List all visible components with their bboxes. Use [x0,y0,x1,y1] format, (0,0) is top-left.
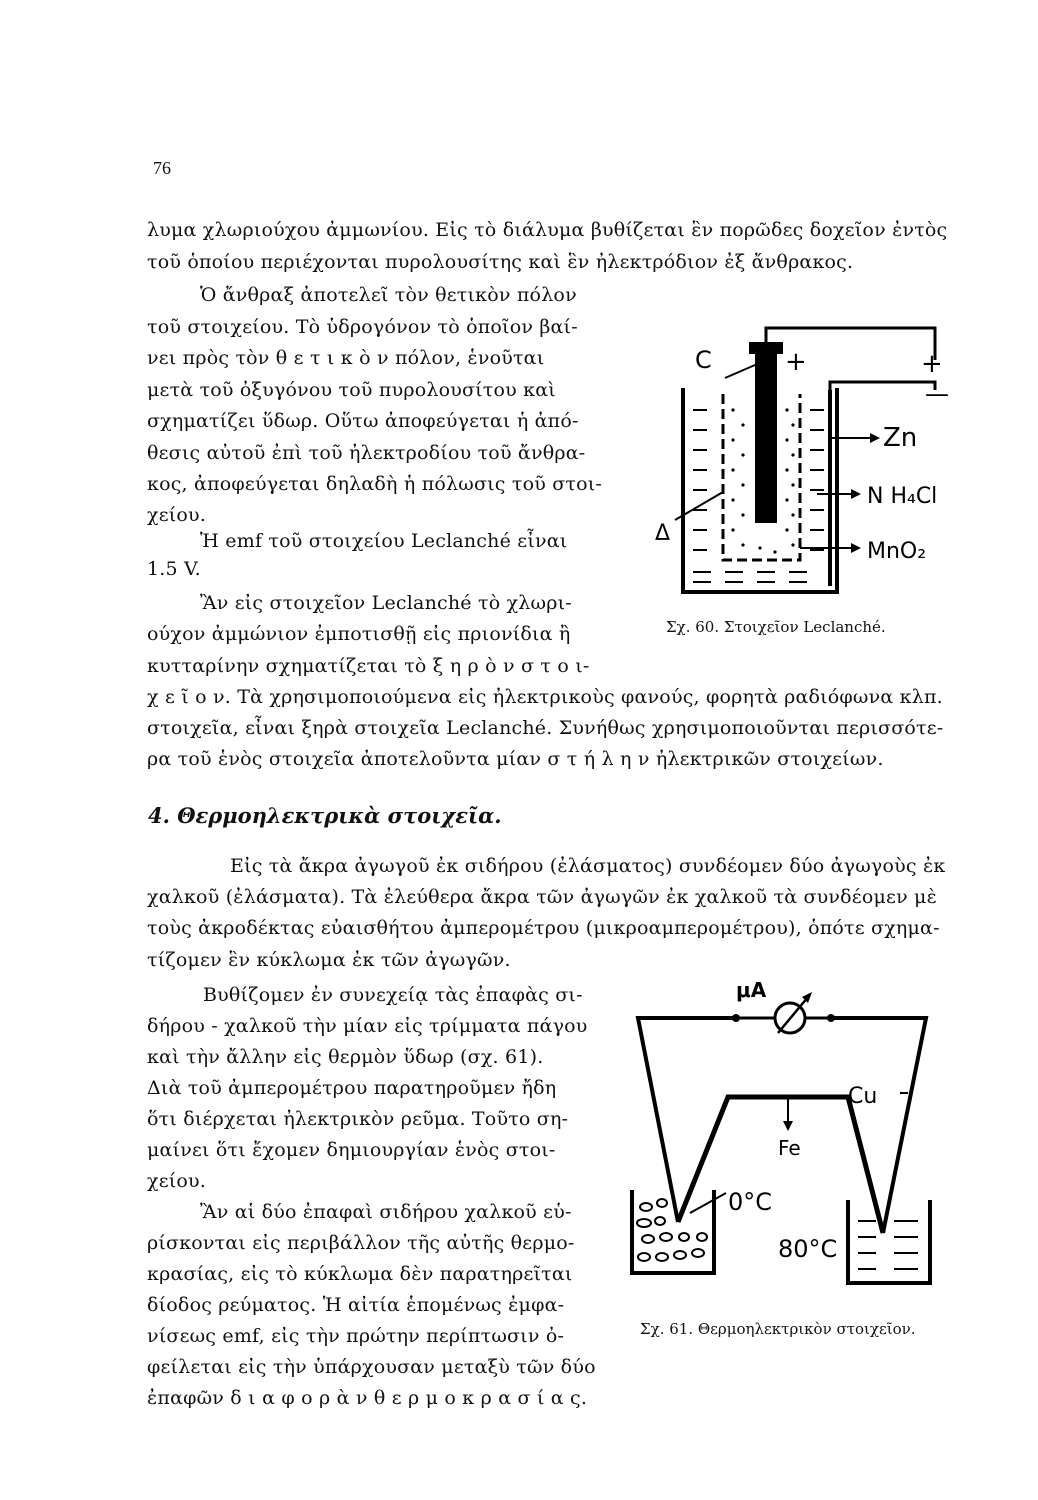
copper-wire-right [831,1018,926,1233]
label-c: C [695,346,712,374]
text-line: ούχον ἀμμώνιον ἐμποτισθῇ εἰς πριονίδια ἢ [147,623,571,645]
text-line: χείου. [147,504,207,526]
text-line: Διὰ τοῦ ἀμπερομέτρου παρατηροῦμεν ἤδη [147,1077,557,1099]
carbon-rod [755,348,777,523]
text-line: σχηματίζει ὕδωρ. Οὕτω ἀποφεύγεται ἡ ἀπό- [147,410,579,432]
text-line: χείου. [147,1170,207,1192]
section-heading: 4. Θερμοηλεκτρικὰ στοιχεῖα. [148,803,502,828]
text-line: Ἂν εἰς στοιχεῖον Leclanché τὸ χλωρι- [200,592,572,614]
text-line: τίζομεν ἓν κύκλωμα ἐκ τῶν ἀγωγῶν. [147,949,511,971]
label-plus-inner: + [785,347,807,377]
text-line: Ὁ ἄνθραξ ἀποτελεῖ τὸν θετικὸν πόλον [200,284,577,306]
label-delta: Δ [655,521,671,546]
water-dashes [858,1221,918,1269]
text-line: φείλεται εἰς τὴν ὑπάρχουσαν μεταξὺ τῶν δύο [147,1356,596,1378]
label-zn: Zn [883,423,918,453]
text-line: κος, ἀποφεύγεται δηλαδὴ ἡ πόλωσις τοῦ στοι- [147,473,602,495]
label-fe: Fe [778,1136,801,1160]
text-line: μετὰ τοῦ ὀξυγόνου τοῦ πυρολουσίτου καὶ [147,379,556,401]
page-number: 76 [153,158,171,178]
text-line: ἐπαφῶν δ ι α φ ο ρ ὰ ν θ ε ρ μ ο κ ρ α σ ί α ς. [147,1387,588,1409]
text-line: θεσις αὐτοῦ ἐπὶ τοῦ ἠλεκτροδίου τοῦ ἄνθρα- [147,442,586,464]
text-line: κυτταρίνην σχηματίζεται τὸ ξ η ρ ὸ ν σ τ ο ι- [147,655,590,677]
text-line: κρασίας, εἰς τὸ κύκλωμα δὲν παρατηρεῖται [147,1263,573,1285]
label-plus-outer: + [921,349,943,379]
text-line: Βυθίζομεν ἐν συνεχείᾳ τὰς ἐπαφὰς σι- [203,984,583,1006]
text-line: ρα τοῦ ἑνὸς στοιχεῖα ἀποτελοῦντα μίαν σ τ ή λ η ν ἠλεκτρικῶν στοιχείων. [147,748,884,770]
text-line: ρίσκονται εἰς περιβάλλον τῆς αὐτῆς θερμο- [147,1232,575,1254]
label-80c: 80°C [778,1235,838,1263]
text-line: τοῦ στοιχείου. Τὸ ὑδρογόνον τὸ ὁποῖον βαί- [147,316,578,338]
label-minus: — [925,380,949,408]
text-line: Ἂν αἱ δύο ἐπαφαὶ σιδήρου χαλκοῦ εὑ- [200,1201,572,1223]
carbon-cap [749,342,783,354]
text-line: Ἡ emf τοῦ στοιχείου Leclanché εἶναι [200,530,568,552]
figure-61-thermocouple [618,975,948,1295]
arrow-c [725,365,755,378]
text-line: νει πρὸς τὸν θ ε τ ι κ ὸ ν πόλον, ἑνοῦται [147,347,545,369]
text-line: Εἰς τὰ ἄκρα ἀγωγοῦ ἐκ σιδήρου (ἐλάσματος) συνδέομεν δύο ἀγωγοὺς ἐκ [230,855,946,877]
text-line: καὶ τὴν ἄλλην εἰς θερμὸν ὕδωρ (σχ. 61). [147,1046,544,1068]
text-line: νίσεως emf, εἰς τὴν πρώτην περίπτωσιν ὀ- [147,1325,565,1347]
text-line: δίοδος ρεύματος. Ἡ αἰτία ἑπομένως ἐμφα- [147,1294,565,1316]
label-microampere: μA [736,978,767,1002]
text-line: λυμα χλωριούχου ἀμμωνίου. Εἰς τὸ διάλυμα βυθίζεται ἓν πορῶδες δοχεῖον ἐντὸς [147,219,948,241]
figure-61-caption: Σχ. 61. Θερμοηλεκτρικὸν στοιχεῖον. [640,1320,916,1338]
text-line: μαίνει ὅτι ἔχομεν δημιουργίαν ἑνὸς στοι- [147,1139,556,1161]
figure-60-caption: Σχ. 60. Στοιχεῖον Leclanché. [666,618,886,636]
text-line: δήρου - χαλκοῦ τὴν μίαν εἰς τρίμματα πάγου [147,1015,588,1037]
text-line: 1.5 V. [147,558,201,580]
text-line: τοὺς ἀκροδέκτας εὐαισθήτου ἀμπερομέτρου (μικροαμπερομέτρου), ὁπότε σχημα- [147,917,940,939]
text-line: τοῦ ὁποίου περιέχονται πυρολουσίτης καὶ ἓν ἠλεκτρόδιον ἐξ ἄνθρακος. [147,251,854,273]
iron-wire [678,1097,883,1233]
text-line: στοιχεῖα, εἶναι ξηρὰ στοιχεῖα Leclanché. Συνήθως χρησιμοποιοῦνται περισσότε- [147,717,944,739]
label-mno2: MnO₂ [867,539,927,564]
text-line: χαλκοῦ (ἐλάσματα). Τὰ ἐλεύθερα ἄκρα τῶν ἀγωγῶν ἐκ χαλκοῦ τὰ συνδέομεν μὲ [147,886,938,908]
label-cu: Cu [848,1084,878,1109]
figure-60-leclanche-cell [635,320,970,605]
label-nh4cl: N H₄Cl [867,484,938,509]
text-line: χ ε ῖ ο ν. Τὰ χρησιμοποιούμενα εἰς ἠλεκτρικοὺς φανούς, φορητὰ ραδιόφωνα κλπ. [147,686,943,708]
label-0c: 0°C [728,1188,773,1216]
negative-wire [830,382,935,392]
text-line: ὅτι διέρχεται ἠλεκτρικὸν ρεῦμα. Τοῦτο ση- [147,1108,569,1130]
